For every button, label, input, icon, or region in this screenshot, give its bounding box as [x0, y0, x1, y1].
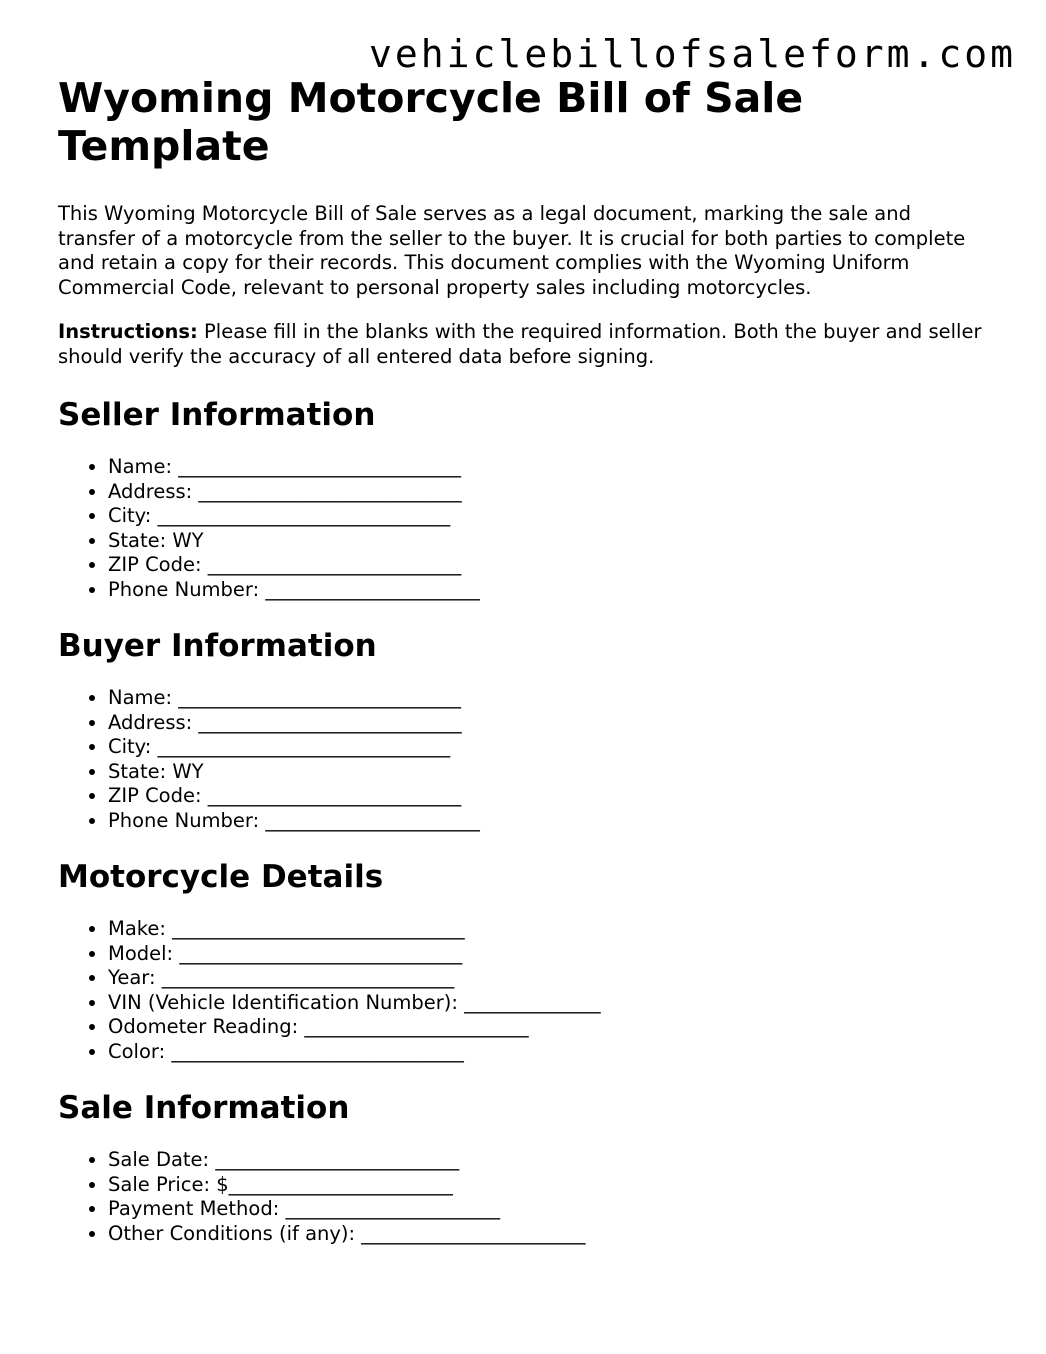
site-watermark: vehiclebillofsaleform.com	[369, 32, 1016, 76]
buyer-city-field: • City: ______________________________	[108, 735, 988, 760]
seller-heading: Seller Information	[58, 397, 376, 433]
seller-address-field: • Address: ___________________________	[108, 480, 988, 505]
sale-field-list	[58, 1148, 988, 1246]
buyer-phone-field: • Phone Number: ______________________	[108, 809, 988, 834]
motorcycle-model-field: • Model: _____________________________	[108, 942, 988, 967]
buyer-section	[58, 628, 988, 833]
sale-price-field: • Sale Price: $_______________________	[108, 1173, 988, 1198]
intro-paragraph: This Wyoming Motorcycle Bill of Sale serves as a legal document, marking the sale and transfer of a motorcycle from the seller to the buyer. It is crucial for both parties to complete and retain a copy for their records. This document complies with the Wyoming Uniform Commercial Code, relevant to personal property sales including motorcycles.	[58, 202, 966, 299]
seller-zip-field: • ZIP Code: __________________________	[108, 553, 988, 578]
buyer-heading: Buyer Information	[58, 628, 377, 664]
seller-field-list	[58, 455, 988, 602]
motorcycle-odometer-field: • Odometer Reading: _______________________	[108, 1015, 988, 1040]
instructions-text: Please fill in the blanks with the required information. Both the buyer and seller should verify the accuracy of all entered data before signing.	[58, 320, 982, 368]
sale-date-field: • Sale Date: _________________________	[108, 1148, 988, 1173]
sale-section	[58, 1090, 988, 1246]
motorcycle-heading: Motorcycle Details	[58, 859, 384, 895]
seller-phone-field: • Phone Number: ______________________	[108, 578, 988, 603]
motorcycle-make-field: • Make: ______________________________	[108, 917, 988, 942]
document-body	[58, 74, 988, 1246]
motorcycle-color-field: • Color: ______________________________	[108, 1040, 988, 1065]
motorcycle-field-list	[58, 917, 988, 1064]
buyer-state-field: • State: WY	[108, 760, 988, 785]
seller-name-field: • Name: _____________________________	[108, 455, 988, 480]
payment-method-field: • Payment Method: ______________________	[108, 1197, 988, 1222]
page-title: Wyoming Motorcycle Bill of Sale Template	[58, 74, 804, 170]
buyer-address-field: • Address: ___________________________	[108, 711, 988, 736]
motorcycle-year-field: • Year: ______________________________	[108, 966, 988, 991]
buyer-name-field: • Name: _____________________________	[108, 686, 988, 711]
seller-city-field: • City: ______________________________	[108, 504, 988, 529]
instructions-paragraph	[58, 320, 988, 369]
seller-state-field: • State: WY	[108, 529, 988, 554]
buyer-field-list	[58, 686, 988, 833]
motorcycle-section	[58, 859, 988, 1064]
other-conditions-field: • Other Conditions (if any): _______________________	[108, 1222, 988, 1247]
sale-heading: Sale Information	[58, 1090, 350, 1126]
buyer-zip-field: • ZIP Code: __________________________	[108, 784, 988, 809]
instructions-label: Instructions:	[58, 320, 198, 343]
motorcycle-vin-field: • VIN (Vehicle Identification Number): ______________	[108, 991, 988, 1016]
seller-section	[58, 397, 988, 602]
